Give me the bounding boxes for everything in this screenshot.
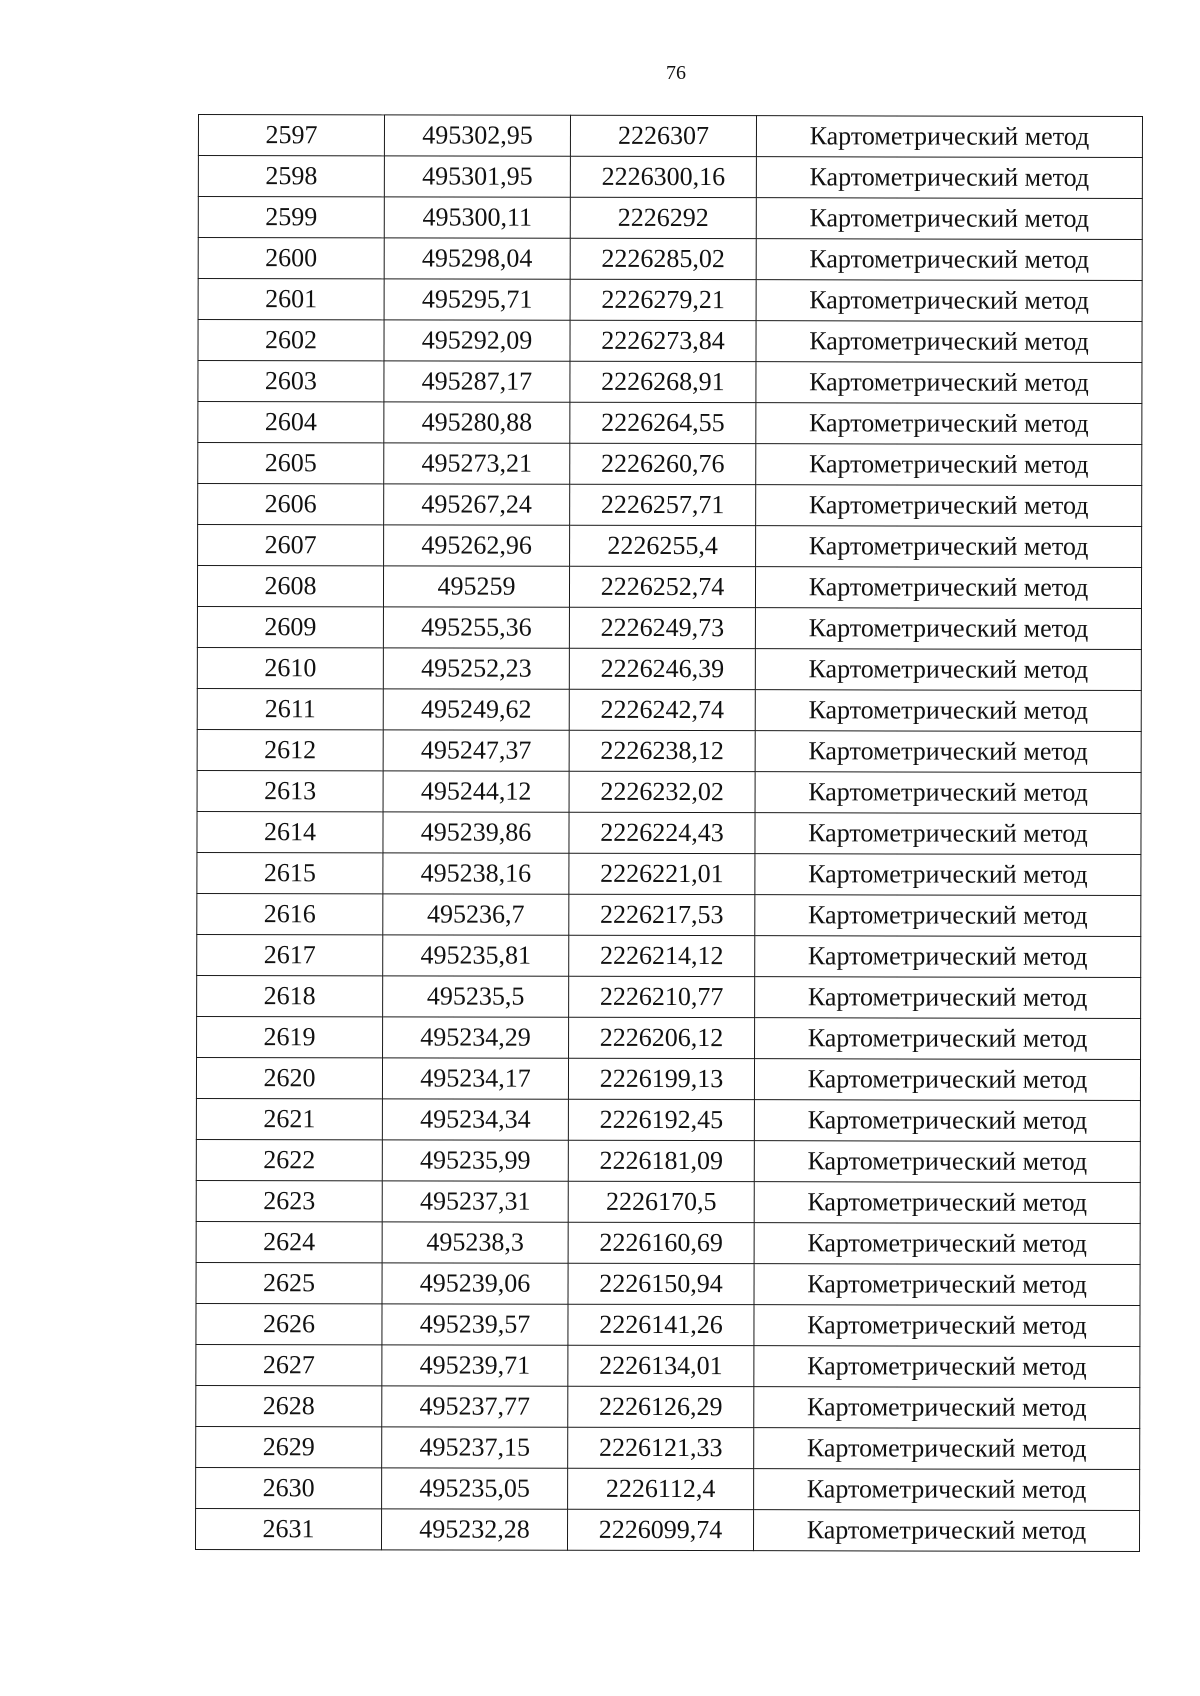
x-coordinate-cell: 495237,77 bbox=[382, 1386, 568, 1427]
y-coordinate-cell: 2226121,33 bbox=[568, 1427, 754, 1468]
method-cell: Картометрический метод bbox=[756, 362, 1142, 404]
table-row bbox=[198, 402, 1142, 445]
point-number-cell: 2608 bbox=[197, 566, 383, 607]
coordinates-table bbox=[195, 114, 1143, 1552]
x-coordinate-cell: 495235,81 bbox=[383, 935, 569, 976]
y-coordinate-cell: 2226141,26 bbox=[568, 1304, 754, 1345]
table-row bbox=[196, 1344, 1140, 1387]
method-cell: Картометрический метод bbox=[754, 1469, 1140, 1511]
method-cell: Картометрический метод bbox=[756, 198, 1142, 240]
method-cell: Картометрический метод bbox=[756, 239, 1142, 281]
x-coordinate-cell: 495237,15 bbox=[382, 1427, 568, 1468]
y-coordinate-cell: 2226242,74 bbox=[569, 689, 755, 730]
y-coordinate-cell: 2226210,77 bbox=[569, 976, 755, 1017]
x-coordinate-cell: 495295,71 bbox=[384, 279, 570, 320]
y-coordinate-cell: 2226257,71 bbox=[570, 484, 756, 525]
point-number-cell: 2613 bbox=[197, 770, 383, 811]
y-coordinate-cell: 2226255,4 bbox=[570, 525, 756, 566]
y-coordinate-cell: 2226268,91 bbox=[570, 361, 756, 402]
point-number-cell: 2610 bbox=[197, 647, 383, 688]
table-row bbox=[196, 1057, 1140, 1100]
x-coordinate-cell: 495235,99 bbox=[382, 1140, 568, 1181]
y-coordinate-cell: 2226206,12 bbox=[569, 1017, 755, 1058]
x-coordinate-cell: 495237,31 bbox=[382, 1181, 568, 1222]
y-coordinate-cell: 2226238,12 bbox=[569, 730, 755, 771]
x-coordinate-cell: 495252,23 bbox=[383, 648, 569, 689]
method-cell: Картометрический метод bbox=[756, 116, 1142, 158]
point-number-cell: 2619 bbox=[197, 1016, 383, 1057]
table-row bbox=[196, 1467, 1140, 1510]
point-number-cell: 2627 bbox=[196, 1344, 382, 1385]
point-number-cell: 2598 bbox=[198, 156, 384, 197]
point-number-cell: 2631 bbox=[195, 1508, 381, 1549]
table-row bbox=[195, 1508, 1139, 1551]
x-coordinate-cell: 495238,3 bbox=[382, 1222, 568, 1263]
method-cell: Картометрический метод bbox=[754, 1223, 1140, 1265]
y-coordinate-cell: 2226160,69 bbox=[568, 1222, 754, 1263]
method-cell: Картометрический метод bbox=[754, 1141, 1140, 1183]
table-row bbox=[197, 934, 1141, 977]
x-coordinate-cell: 495234,29 bbox=[383, 1017, 569, 1058]
x-coordinate-cell: 495239,71 bbox=[382, 1345, 568, 1386]
point-number-cell: 2617 bbox=[197, 934, 383, 975]
y-coordinate-cell: 2226192,45 bbox=[568, 1099, 754, 1140]
table-row bbox=[196, 1139, 1140, 1182]
table-row bbox=[197, 566, 1141, 609]
point-number-cell: 2597 bbox=[198, 115, 384, 156]
point-number-cell: 2618 bbox=[197, 975, 383, 1016]
y-coordinate-cell: 2226224,43 bbox=[569, 812, 755, 853]
method-cell: Картометрический метод bbox=[754, 1305, 1140, 1347]
y-coordinate-cell: 2226307 bbox=[570, 115, 756, 156]
method-cell: Картометрический метод bbox=[754, 1428, 1140, 1470]
method-cell: Картометрический метод bbox=[755, 608, 1141, 650]
method-cell: Картометрический метод bbox=[756, 444, 1142, 486]
point-number-cell: 2624 bbox=[196, 1221, 382, 1262]
table-row bbox=[198, 361, 1142, 404]
point-number-cell: 2620 bbox=[196, 1057, 382, 1098]
table-row bbox=[196, 1098, 1140, 1141]
method-cell: Картометрический метод bbox=[756, 280, 1142, 322]
table-row bbox=[197, 770, 1141, 813]
table-row bbox=[197, 1016, 1141, 1059]
table-row bbox=[198, 443, 1142, 486]
point-number-cell: 2612 bbox=[197, 729, 383, 770]
table-row bbox=[198, 525, 1142, 568]
x-coordinate-cell: 495234,34 bbox=[382, 1099, 568, 1140]
x-coordinate-cell: 495287,17 bbox=[384, 361, 570, 402]
point-number-cell: 2615 bbox=[197, 852, 383, 893]
point-number-cell: 2609 bbox=[197, 606, 383, 647]
x-coordinate-cell: 495239,86 bbox=[383, 812, 569, 853]
point-number-cell: 2602 bbox=[198, 320, 384, 361]
y-coordinate-cell: 2226249,73 bbox=[569, 607, 755, 648]
y-coordinate-cell: 2226246,39 bbox=[569, 648, 755, 689]
coordinates-table-body bbox=[195, 115, 1142, 1552]
point-number-cell: 2625 bbox=[196, 1262, 382, 1303]
x-coordinate-cell: 495259 bbox=[383, 566, 569, 607]
method-cell: Картометрический метод bbox=[755, 854, 1141, 896]
method-cell: Картометрический метод bbox=[754, 1387, 1140, 1429]
point-number-cell: 2607 bbox=[198, 525, 384, 566]
x-coordinate-cell: 495249,62 bbox=[383, 689, 569, 730]
table-row bbox=[198, 156, 1142, 199]
method-cell: Картометрический метод bbox=[755, 567, 1141, 609]
y-coordinate-cell: 2226264,55 bbox=[570, 402, 756, 443]
table-row bbox=[196, 1385, 1140, 1428]
point-number-cell: 2605 bbox=[198, 443, 384, 484]
y-coordinate-cell: 2226285,02 bbox=[570, 238, 756, 279]
point-number-cell: 2603 bbox=[198, 361, 384, 402]
point-number-cell: 2600 bbox=[198, 238, 384, 279]
method-cell: Картометрический метод bbox=[754, 1100, 1140, 1142]
x-coordinate-cell: 495300,11 bbox=[384, 197, 570, 238]
x-coordinate-cell: 495301,95 bbox=[384, 156, 570, 197]
point-number-cell: 2614 bbox=[197, 811, 383, 852]
method-cell: Картометрический метод bbox=[755, 936, 1141, 978]
table-row bbox=[198, 279, 1142, 322]
method-cell: Картометрический метод bbox=[755, 649, 1141, 691]
y-coordinate-cell: 2226170,5 bbox=[568, 1181, 754, 1222]
y-coordinate-cell: 2226292 bbox=[570, 197, 756, 238]
x-coordinate-cell: 495302,95 bbox=[384, 115, 570, 156]
method-cell: Картометрический метод bbox=[756, 403, 1142, 445]
x-coordinate-cell: 495239,57 bbox=[382, 1304, 568, 1345]
table-row bbox=[196, 1262, 1140, 1305]
method-cell: Картометрический метод bbox=[755, 1018, 1141, 1060]
x-coordinate-cell: 495255,36 bbox=[383, 607, 569, 648]
table-row bbox=[197, 975, 1141, 1018]
y-coordinate-cell: 2226214,12 bbox=[569, 935, 755, 976]
point-number-cell: 2616 bbox=[197, 893, 383, 934]
method-cell: Картометрический метод bbox=[753, 1510, 1139, 1552]
point-number-cell: 2628 bbox=[196, 1385, 382, 1426]
table-row bbox=[198, 197, 1142, 240]
point-number-cell: 2630 bbox=[196, 1467, 382, 1508]
point-number-cell: 2622 bbox=[196, 1139, 382, 1180]
x-coordinate-cell: 495235,5 bbox=[383, 976, 569, 1017]
y-coordinate-cell: 2226232,02 bbox=[569, 771, 755, 812]
table-row bbox=[197, 811, 1141, 854]
x-coordinate-cell: 495298,04 bbox=[384, 238, 570, 279]
method-cell: Картометрический метод bbox=[754, 1264, 1140, 1306]
method-cell: Картометрический метод bbox=[756, 526, 1142, 568]
table-row bbox=[196, 1426, 1140, 1469]
x-coordinate-cell: 495273,21 bbox=[384, 443, 570, 484]
method-cell: Картометрический метод bbox=[755, 690, 1141, 732]
x-coordinate-cell: 495267,24 bbox=[384, 484, 570, 525]
table-row bbox=[196, 1303, 1140, 1346]
point-number-cell: 2626 bbox=[196, 1303, 382, 1344]
y-coordinate-cell: 2226099,74 bbox=[567, 1509, 753, 1550]
x-coordinate-cell: 495235,05 bbox=[382, 1468, 568, 1509]
x-coordinate-cell: 495292,09 bbox=[384, 320, 570, 361]
coordinates-table-container bbox=[195, 114, 1143, 1552]
table-row bbox=[197, 729, 1141, 772]
x-coordinate-cell: 495244,12 bbox=[383, 771, 569, 812]
y-coordinate-cell: 2226217,53 bbox=[569, 894, 755, 935]
method-cell: Картометрический метод bbox=[755, 731, 1141, 773]
point-number-cell: 2604 bbox=[198, 402, 384, 443]
table-row bbox=[198, 115, 1142, 158]
method-cell: Картометрический метод bbox=[754, 1182, 1140, 1224]
method-cell: Картометрический метод bbox=[755, 772, 1141, 814]
method-cell: Картометрический метод bbox=[754, 1346, 1140, 1388]
table-row bbox=[196, 1221, 1140, 1264]
x-coordinate-cell: 495239,06 bbox=[382, 1263, 568, 1304]
point-number-cell: 2601 bbox=[198, 279, 384, 320]
point-number-cell: 2621 bbox=[196, 1098, 382, 1139]
method-cell: Картометрический метод bbox=[756, 321, 1142, 363]
page-number: 76 bbox=[666, 62, 686, 84]
x-coordinate-cell: 495280,88 bbox=[384, 402, 570, 443]
y-coordinate-cell: 2226112,4 bbox=[568, 1468, 754, 1509]
table-row bbox=[198, 320, 1142, 363]
table-row bbox=[197, 688, 1141, 731]
x-coordinate-cell: 495238,16 bbox=[383, 853, 569, 894]
y-coordinate-cell: 2226181,09 bbox=[568, 1140, 754, 1181]
method-cell: Картометрический метод bbox=[754, 1059, 1140, 1101]
y-coordinate-cell: 2226199,13 bbox=[568, 1058, 754, 1099]
x-coordinate-cell: 495232,28 bbox=[381, 1509, 567, 1550]
method-cell: Картометрический метод bbox=[755, 977, 1141, 1019]
table-row bbox=[197, 852, 1141, 895]
x-coordinate-cell: 495234,17 bbox=[382, 1058, 568, 1099]
x-coordinate-cell: 495262,96 bbox=[384, 525, 570, 566]
point-number-cell: 2599 bbox=[198, 197, 384, 238]
point-number-cell: 2611 bbox=[197, 688, 383, 729]
point-number-cell: 2629 bbox=[196, 1426, 382, 1467]
point-number-cell: 2623 bbox=[196, 1180, 382, 1221]
table-row bbox=[196, 1180, 1140, 1223]
method-cell: Картометрический метод bbox=[756, 485, 1142, 527]
table-row bbox=[198, 238, 1142, 281]
method-cell: Картометрический метод bbox=[755, 895, 1141, 937]
table-row bbox=[198, 484, 1142, 527]
y-coordinate-cell: 2226300,16 bbox=[570, 156, 756, 197]
y-coordinate-cell: 2226150,94 bbox=[568, 1263, 754, 1304]
y-coordinate-cell: 2226273,84 bbox=[570, 320, 756, 361]
y-coordinate-cell: 2226134,01 bbox=[568, 1345, 754, 1386]
method-cell: Картометрический метод bbox=[755, 813, 1141, 855]
table-row bbox=[197, 647, 1141, 690]
table-row bbox=[197, 606, 1141, 649]
x-coordinate-cell: 495247,37 bbox=[383, 730, 569, 771]
table-row bbox=[197, 893, 1141, 936]
method-cell: Картометрический метод bbox=[756, 157, 1142, 199]
y-coordinate-cell: 2226279,21 bbox=[570, 279, 756, 320]
point-number-cell: 2606 bbox=[198, 484, 384, 525]
y-coordinate-cell: 2226252,74 bbox=[569, 566, 755, 607]
x-coordinate-cell: 495236,7 bbox=[383, 894, 569, 935]
y-coordinate-cell: 2226260,76 bbox=[570, 443, 756, 484]
y-coordinate-cell: 2226221,01 bbox=[569, 853, 755, 894]
y-coordinate-cell: 2226126,29 bbox=[568, 1386, 754, 1427]
